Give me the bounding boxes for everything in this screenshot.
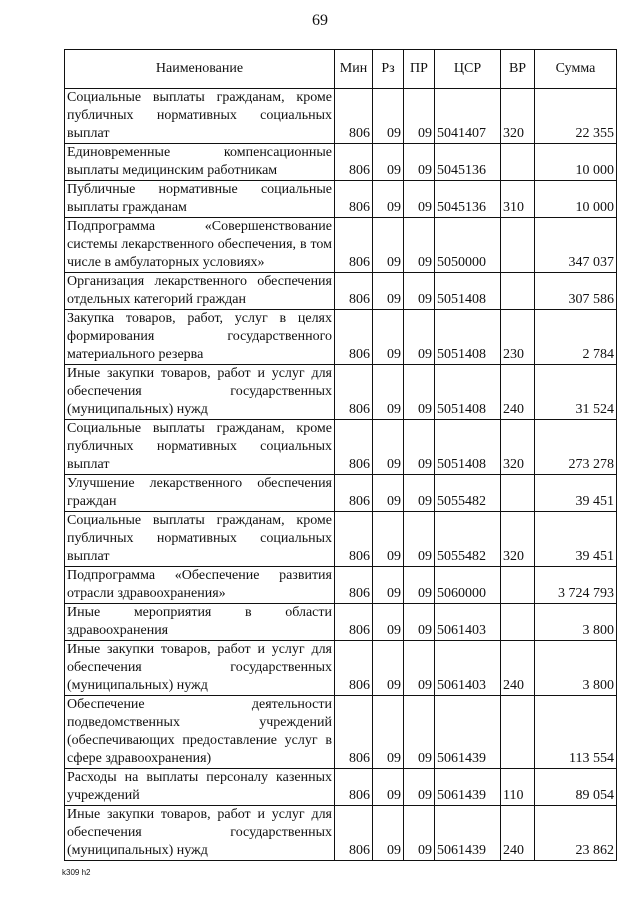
table-body	[65, 89, 617, 861]
cell-min: 806	[335, 89, 373, 144]
cell-sum: 89 054	[535, 769, 617, 806]
cell-sum: 3 800	[535, 604, 617, 641]
cell-name: Подпрограмма «Совершенствование системы лекарственного обеспечения, в том числе в амбулаторных условиях»	[65, 218, 335, 273]
cell-pr: 09	[404, 89, 435, 144]
cell-pr: 09	[404, 310, 435, 365]
cell-csr: 5061439	[435, 769, 501, 806]
cell-vr	[501, 273, 535, 310]
cell-sum: 39 451	[535, 512, 617, 567]
cell-sum: 3 724 793	[535, 567, 617, 604]
cell-min: 806	[335, 310, 373, 365]
cell-rz: 09	[373, 604, 404, 641]
cell-rz: 09	[373, 273, 404, 310]
table-row	[65, 769, 617, 806]
table-row	[65, 89, 617, 144]
cell-min: 806	[335, 641, 373, 696]
table-row	[65, 696, 617, 769]
header-sum: Сумма	[535, 50, 617, 89]
cell-min: 806	[335, 475, 373, 512]
cell-vr	[501, 475, 535, 512]
cell-min: 806	[335, 567, 373, 604]
cell-min: 806	[335, 696, 373, 769]
cell-vr: 230	[501, 310, 535, 365]
cell-vr: 320	[501, 420, 535, 475]
table-row	[65, 567, 617, 604]
cell-name: Обеспечение деятельности подведомственных учреждений (обеспечивающих предоставление услуг в сфере здравоохранения)	[65, 696, 335, 769]
header-min: Мин	[335, 50, 373, 89]
cell-rz: 09	[373, 475, 404, 512]
table-row	[65, 218, 617, 273]
cell-sum: 347 037	[535, 218, 617, 273]
cell-rz: 09	[373, 769, 404, 806]
table-row	[65, 641, 617, 696]
cell-csr: 5055482	[435, 475, 501, 512]
cell-csr: 5051408	[435, 365, 501, 420]
cell-vr: 240	[501, 806, 535, 861]
cell-name: Единовременные компенсационные выплаты медицинским работникам	[65, 144, 335, 181]
cell-min: 806	[335, 218, 373, 273]
cell-vr	[501, 144, 535, 181]
cell-vr: 110	[501, 769, 535, 806]
cell-vr	[501, 604, 535, 641]
cell-name: Иные закупки товаров, работ и услуг для обеспечения государственных (муниципальных) нужд	[65, 365, 335, 420]
cell-rz: 09	[373, 567, 404, 604]
table-row	[65, 310, 617, 365]
cell-csr: 5045136	[435, 181, 501, 218]
cell-pr: 09	[404, 420, 435, 475]
footer-code: k309 h2	[62, 868, 91, 877]
header-rz: Рз	[373, 50, 404, 89]
cell-pr: 09	[404, 144, 435, 181]
cell-vr: 310	[501, 181, 535, 218]
cell-sum: 10 000	[535, 144, 617, 181]
cell-csr: 5055482	[435, 512, 501, 567]
cell-vr	[501, 218, 535, 273]
table-row	[65, 273, 617, 310]
cell-name: Закупка товаров, работ, услуг в целях формирования государственного материального резерва	[65, 310, 335, 365]
cell-pr: 09	[404, 806, 435, 861]
cell-sum: 10 000	[535, 181, 617, 218]
cell-pr: 09	[404, 218, 435, 273]
cell-csr: 5061403	[435, 641, 501, 696]
budget-table	[64, 49, 617, 861]
header-row	[65, 50, 617, 89]
cell-csr: 5061403	[435, 604, 501, 641]
header-vr: ВР	[501, 50, 535, 89]
cell-sum: 3 800	[535, 641, 617, 696]
cell-rz: 09	[373, 181, 404, 218]
cell-sum: 273 278	[535, 420, 617, 475]
cell-csr: 5041407	[435, 89, 501, 144]
cell-csr: 5061439	[435, 696, 501, 769]
cell-name: Улучшение лекарственного обеспечения граждан	[65, 475, 335, 512]
cell-pr: 09	[404, 181, 435, 218]
table-row	[65, 181, 617, 218]
cell-min: 806	[335, 604, 373, 641]
cell-csr: 5050000	[435, 218, 501, 273]
table-row	[65, 144, 617, 181]
cell-min: 806	[335, 769, 373, 806]
cell-min: 806	[335, 181, 373, 218]
cell-min: 806	[335, 273, 373, 310]
cell-min: 806	[335, 512, 373, 567]
header-csr: ЦСР	[435, 50, 501, 89]
cell-min: 806	[335, 420, 373, 475]
cell-name: Иные мероприятия в области здравоохранения	[65, 604, 335, 641]
cell-name: Организация лекарственного обеспечения отдельных категорий граждан	[65, 273, 335, 310]
table-row	[65, 512, 617, 567]
cell-pr: 09	[404, 567, 435, 604]
cell-rz: 09	[373, 806, 404, 861]
cell-vr	[501, 696, 535, 769]
cell-sum: 31 524	[535, 365, 617, 420]
cell-name: Социальные выплаты гражданам, кроме публичных нормативных социальных выплат	[65, 89, 335, 144]
cell-pr: 09	[404, 696, 435, 769]
cell-csr: 5061439	[435, 806, 501, 861]
cell-vr: 320	[501, 512, 535, 567]
cell-vr: 240	[501, 365, 535, 420]
cell-pr: 09	[404, 604, 435, 641]
cell-sum: 2 784	[535, 310, 617, 365]
cell-sum: 23 862	[535, 806, 617, 861]
cell-rz: 09	[373, 365, 404, 420]
cell-rz: 09	[373, 144, 404, 181]
cell-csr: 5051408	[435, 273, 501, 310]
cell-sum: 307 586	[535, 273, 617, 310]
cell-pr: 09	[404, 365, 435, 420]
cell-csr: 5051408	[435, 420, 501, 475]
table-row	[65, 365, 617, 420]
header-name: Наименование	[65, 50, 335, 89]
cell-min: 806	[335, 144, 373, 181]
cell-rz: 09	[373, 89, 404, 144]
cell-sum: 39 451	[535, 475, 617, 512]
table-row	[65, 806, 617, 861]
cell-name: Публичные нормативные социальные выплаты гражданам	[65, 181, 335, 218]
cell-rz: 09	[373, 310, 404, 365]
cell-vr: 320	[501, 89, 535, 144]
cell-pr: 09	[404, 641, 435, 696]
cell-csr: 5045136	[435, 144, 501, 181]
table-row	[65, 604, 617, 641]
cell-pr: 09	[404, 769, 435, 806]
cell-min: 806	[335, 365, 373, 420]
header-pr: ПР	[404, 50, 435, 89]
cell-vr	[501, 567, 535, 604]
cell-sum: 22 355	[535, 89, 617, 144]
table-row	[65, 475, 617, 512]
cell-rz: 09	[373, 512, 404, 567]
cell-name: Расходы на выплаты персоналу казенных учреждений	[65, 769, 335, 806]
cell-csr: 5060000	[435, 567, 501, 604]
cell-name: Социальные выплаты гражданам, кроме публичных нормативных социальных выплат	[65, 512, 335, 567]
table-row	[65, 420, 617, 475]
cell-name: Подпрограмма «Обеспечение развития отрасли здравоохранения»	[65, 567, 335, 604]
cell-name: Иные закупки товаров, работ и услуг для обеспечения государственных (муниципальных) нужд	[65, 641, 335, 696]
cell-rz: 09	[373, 641, 404, 696]
cell-csr: 5051408	[435, 310, 501, 365]
cell-rz: 09	[373, 218, 404, 273]
cell-min: 806	[335, 806, 373, 861]
cell-rz: 09	[373, 420, 404, 475]
cell-vr: 240	[501, 641, 535, 696]
cell-pr: 09	[404, 475, 435, 512]
cell-pr: 09	[404, 273, 435, 310]
cell-pr: 09	[404, 512, 435, 567]
cell-sum: 113 554	[535, 696, 617, 769]
cell-name: Иные закупки товаров, работ и услуг для обеспечения государственных (муниципальных) нужд	[65, 806, 335, 861]
cell-name: Социальные выплаты гражданам, кроме публичных нормативных социальных выплат	[65, 420, 335, 475]
page-number: 69	[312, 12, 328, 29]
cell-rz: 09	[373, 696, 404, 769]
